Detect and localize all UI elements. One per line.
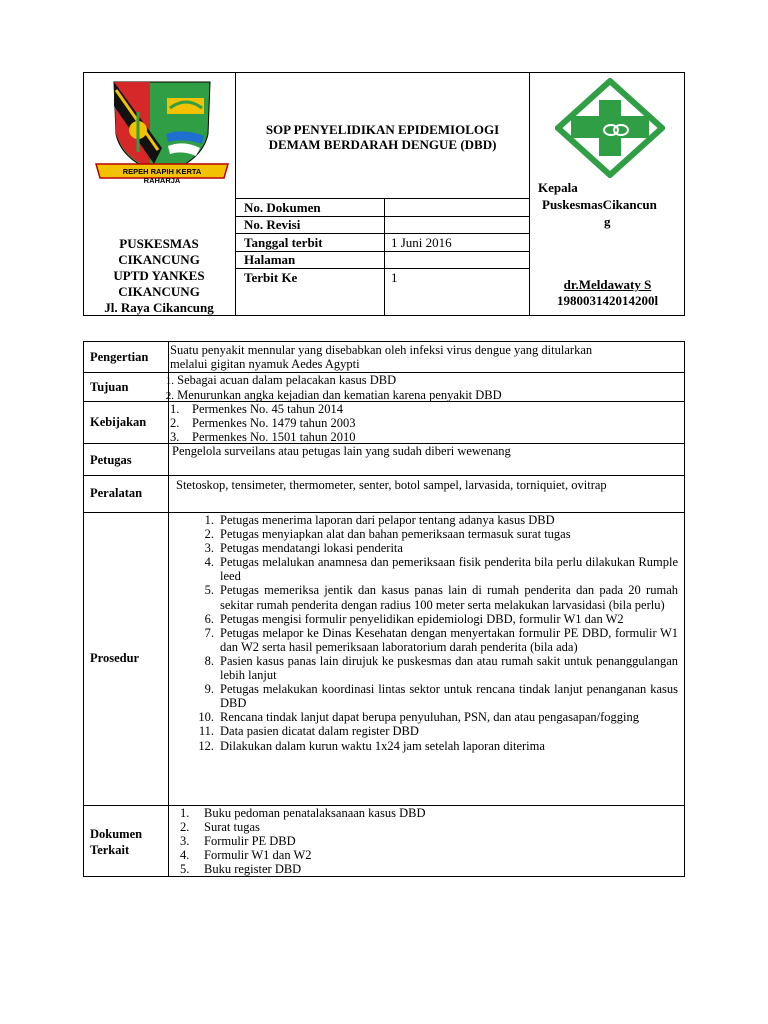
row-label-pengertian: Pengertian <box>90 350 149 364</box>
field-label-terbit-ke: Terbit Ke <box>244 270 298 285</box>
row-label-peralatan: Peralatan <box>90 486 143 500</box>
list-item: 2. Petugas menyiapkan alat dan bahan pemeriksaan termasuk surat tugas <box>204 527 571 542</box>
list-item: 11. Data pasien dicatat dalam register DBD <box>198 724 419 739</box>
pengertian-text: Suatu penyakit mennular yang disebabkan oleh infeksi virus dengue yang ditularkan melalui gigitan nyamuk Aedes Agypti <box>170 343 593 371</box>
row-label-kebijakan: Kebijakan <box>90 415 147 429</box>
field-label-halaman: Halaman <box>244 252 296 267</box>
document-title <box>236 122 529 152</box>
list-item: 1. Sebagai acuan dalam pelacakan kasus DBD <box>165 373 397 387</box>
list-item: 12. Dilakukan dalam kurun waktu 1x24 jam setelah laporan diterima <box>198 738 545 753</box>
row-label-prosedur: Prosedur <box>90 651 140 665</box>
dokumen-label-line-2: Terkait <box>90 843 130 857</box>
list-item: 8. Pasien kasus panas lain dirujuk ke puskesmas dan atau rumah sakit untuk penanggulangan lebih lanjut <box>204 653 678 683</box>
prosedur-list <box>192 513 678 753</box>
organization-name <box>84 236 234 316</box>
row-label-tujuan: Tujuan <box>90 380 129 394</box>
org-line-1: PUSKESMAS <box>119 236 199 251</box>
prosedur-item-text: Petugas melalukan anamnesa dan pemeriksaan fisik penderita bila perlu dilakukan Rumple leed <box>220 555 678 584</box>
tujuan-item-text: Sebagai acuan dalam pelacakan kasus DBD <box>177 373 397 387</box>
org-address: Jl. Raya Cikancung <box>104 300 214 315</box>
row-label-dokumen-terkait <box>90 826 142 858</box>
puskesmas-cross-icon <box>555 78 665 178</box>
list-item: 1. Buku pedoman penatalaksanaan kasus DBD <box>180 806 426 820</box>
field-value-terbit-ke: 1 <box>391 270 398 285</box>
field-label-no-dokumen: No. Dokumen <box>244 200 321 215</box>
list-item: 3. Permenkes No. 1501 tahun 2010 <box>170 430 356 444</box>
kebijakan-list <box>170 402 670 444</box>
fields-row-line <box>235 233 529 234</box>
dokumen-item-text: Buku pedoman penatalaksanaan kasus DBD <box>204 806 426 820</box>
list-item: 5. Buku register DBD <box>180 862 302 876</box>
tujuan-list <box>150 373 670 403</box>
field-label-tanggal-terbit: Tanggal terbit <box>244 235 323 250</box>
list-item: 5. Petugas memeriksa jentik dan kasus panas lain di rumah penderita dan pada 20 rumah sekitar rumah penderita dengan radius 100 meter serta melakukan larvasidasi (bila perlu) <box>204 583 678 612</box>
list-item: 6. Petugas mengisi formulir penyelidikan epidemiologi DBD, formulir W1 dan W2 <box>204 611 624 626</box>
prosedur-item-text: Petugas melakukan koordinasi lintas sektor untuk rencana tindak lanjut penanganan kasus DBD <box>220 682 678 711</box>
prosedur-ol <box>192 513 678 753</box>
signer-role-2: PuskesmasCikancun <box>542 197 657 212</box>
list-item: 1. Permenkes No. 45 tahun 2014 <box>170 402 344 416</box>
org-line-4: CIKANCUNG <box>118 284 200 299</box>
list-item: 2. Surat tugas <box>180 820 260 834</box>
row-line <box>83 475 685 476</box>
petugas-text: Pengelola surveilans atau petugas lain yang sudah diberi wewenang <box>172 444 511 458</box>
dokumen-item-text: Formulir PE DBD <box>204 834 296 848</box>
list-item: 2. Permenkes No. 1479 tahun 2003 <box>170 416 356 430</box>
list-item: 3. Formulir PE DBD <box>180 834 296 848</box>
signer-role-1: Kepala <box>538 180 578 195</box>
signer-name-text: dr.Meldawaty S <box>563 277 652 292</box>
list-item: 3. Petugas mendatangi lokasi penderita <box>204 541 403 556</box>
dokumen-label-line-1: Dokumen <box>90 827 143 841</box>
list-item: 4. Formulir W1 dan W2 <box>180 848 312 862</box>
fields-top-line <box>235 198 529 199</box>
header-divider-left <box>235 72 236 316</box>
prosedur-item-text: Petugas memeriksa jentik dan kasus panas lain di rumah penderita dan pada 20 rumah sekitar rumah penderita dengan radius 100 meter serta melakukan larvasidasi (bila perlu) <box>220 583 678 612</box>
list-item: 10. Rencana tindak lanjut dapat berupa penyuluhan, PSN, dan atau pengasapan/fogging <box>198 710 639 725</box>
kebijakan-item-text: Permenkes No. 1501 tahun 2010 <box>192 430 356 444</box>
list-item: 9. Petugas melakukan koordinasi lintas sektor untuk rencana tindak lanjut penanganan kasus DBD <box>204 682 678 711</box>
prosedur-item-text: Petugas mengisi formulir penyelidikan epidemiologi DBD, formulir W1 dan W2 <box>220 611 624 626</box>
dokumen-item-text: Formulir W1 dan W2 <box>204 848 312 862</box>
title-line-2: DEMAM BERDARAH DENGUE (DBD) <box>268 137 497 152</box>
field-label-no-revisi: No. Revisi <box>244 217 301 232</box>
logo-motto: REPEH RAPIH KERTA RAHARJA <box>122 167 202 185</box>
prosedur-item-text: Petugas melapor ke Dinas Kesehatan dengan menyertakan formulir PE DBD, formulir W1 dan W2 serta hasil pemeriksaan laboratorium darah penderita (bila ada) <box>220 625 678 654</box>
list-item: 4. Petugas melalukan anamnesa dan pemeriksaan fisik penderita bila perlu dilakukan Rumple leed <box>204 555 678 584</box>
signer-name <box>530 277 685 293</box>
dokumen-list <box>180 806 660 876</box>
list-item: 2. Menurunkan angka kejadian dan kematian karena penyakit DBD <box>165 388 502 402</box>
field-value-tanggal-terbit: 1 Juni 2016 <box>391 235 452 250</box>
peralatan-text: Stetoskop, tensimeter, thermometer, senter, botol sampel, larvasida, torniquiet, ovitrap <box>176 478 607 492</box>
puskesmas-logo <box>555 78 665 178</box>
prosedur-item-text: Petugas menerima laporan dari pelapor tentang adanya kasus DBD <box>220 513 555 527</box>
list-item: 1. Petugas menerima laporan dari pelapor tentang adanya kasus DBD <box>204 513 555 527</box>
regency-logo <box>92 78 232 186</box>
kebijakan-item-text: Permenkes No. 45 tahun 2014 <box>192 402 344 416</box>
fields-row-line <box>235 268 529 269</box>
title-line-1: SOP PENYELIDIKAN EPIDEMIOLOGI <box>265 122 500 137</box>
fields-col-divider <box>384 198 385 316</box>
dokumen-item-text: Buku register DBD <box>204 862 302 876</box>
prosedur-item-text: Petugas mendatangi lokasi penderita <box>220 541 403 556</box>
prosedur-item-text: Rencana tindak lanjut dapat berupa penyuluhan, PSN, dan atau pengasapan/fogging <box>220 710 639 725</box>
list-item: 7. Petugas melapor ke Dinas Kesehatan dengan menyertakan formulir PE DBD, formulir W1 dan W2 serta hasil pemeriksaan laboratorium darah penderita (bila ada) <box>204 625 678 654</box>
row-label-petugas: Petugas <box>90 453 132 467</box>
org-line-2: CIKANCUNG <box>118 252 200 267</box>
dokumen-item-text: Surat tugas <box>204 820 260 834</box>
prosedur-item-text: Data pasien dicatat dalam register DBD <box>220 724 419 739</box>
prosedur-item-text: Pasien kasus panas lain dirujuk ke puskesmas dan atau rumah sakit untuk penanggulangan lebih lanjut <box>220 653 678 683</box>
signer-role-3: g <box>604 214 611 229</box>
signer-nip: 198003142014200l <box>556 293 659 308</box>
tujuan-item-text: Menurunkan angka kejadian dan kematian karena penyakit DBD <box>177 388 502 402</box>
sop-table-col-divider <box>168 341 169 877</box>
org-line-3: UPTD YANKES <box>113 268 205 283</box>
prosedur-item-text: Petugas menyiapkan alat dan bahan pemeriksaan termasuk surat tugas <box>220 527 571 542</box>
prosedur-item-text: Dilakukan dalam kurun waktu 1x24 jam setelah laporan diterima <box>220 738 545 753</box>
kebijakan-item-text: Permenkes No. 1479 tahun 2003 <box>192 416 356 430</box>
